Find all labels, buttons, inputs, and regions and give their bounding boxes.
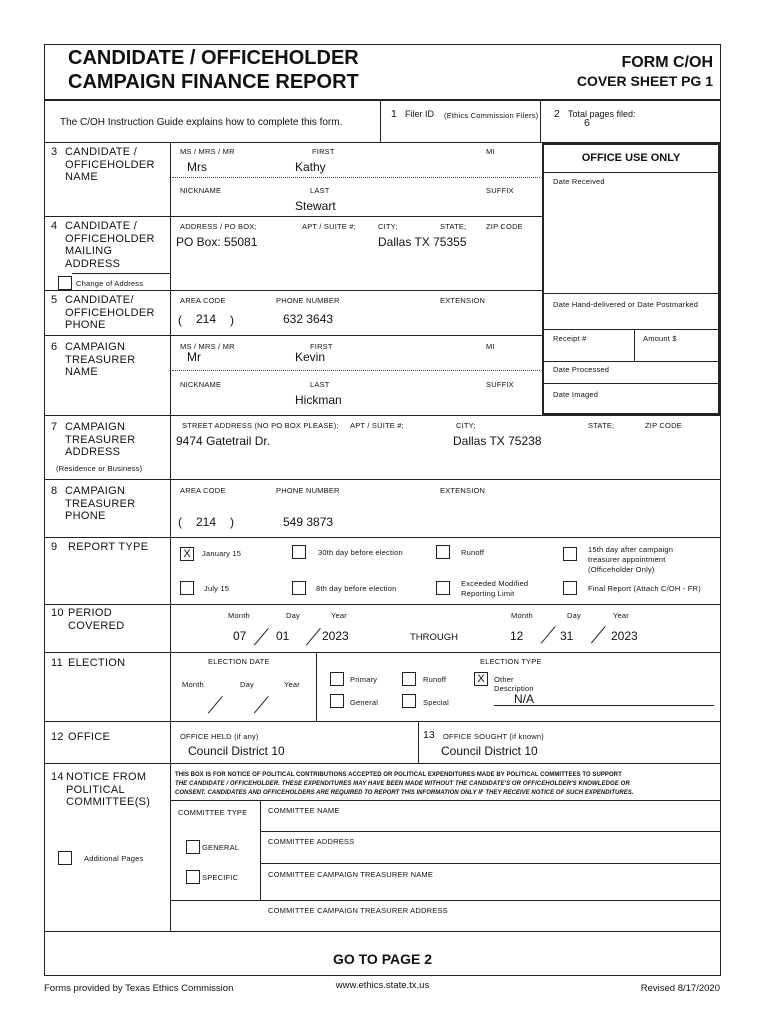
jul15-label: July 15	[204, 584, 230, 593]
additional-pages-checkbox[interactable]	[58, 851, 72, 865]
s13-num: 13	[423, 729, 435, 741]
runoff11-checkbox[interactable]	[402, 672, 416, 686]
s5-phone-value[interactable]: 632 3643	[283, 312, 334, 326]
from-month-label: Month	[228, 611, 250, 620]
from-day-label: Day	[286, 611, 300, 620]
filer-id-sub: (Ethics Commission Filers)	[444, 111, 539, 120]
special-checkbox[interactable]	[402, 694, 416, 708]
form-title-line1: CANDIDATE / OFFICEHOLDER	[68, 47, 359, 69]
committee-treasurer-address-label: COMMITTEE CAMPAIGN TREASURER ADDRESS	[268, 906, 448, 915]
s7-apt-label: APT / SUITE #;	[350, 421, 404, 430]
d8-label: 8th day before election	[316, 584, 397, 593]
s9-num: 9	[51, 541, 58, 553]
committee-treasurer-label: COMMITTEE CAMPAIGN TREASURER NAME	[268, 870, 434, 879]
s5-label: CANDIDATE/ OFFICEHOLDER PHONE	[65, 294, 155, 331]
from-year-label: Year	[331, 611, 347, 620]
s11-num: 11	[51, 657, 64, 669]
s5-num: 5	[51, 294, 58, 306]
final-checkbox[interactable]	[563, 581, 577, 595]
form-title-line2: CAMPAIGN FINANCE REPORT	[68, 71, 359, 93]
office-sought-value[interactable]: Council District 10	[441, 744, 538, 758]
form-code: FORM C/OH	[621, 54, 713, 71]
s3-nick-label: NICKNAME	[180, 186, 222, 195]
s8-num: 8	[51, 485, 58, 497]
s5-ext-label: EXTENSION	[440, 296, 486, 305]
s10-num: 10	[51, 607, 64, 619]
total-pages-num: 2	[554, 108, 560, 120]
s12-label: OFFICE	[68, 731, 111, 743]
specific-committee-checkbox[interactable]	[186, 870, 200, 884]
from-year-value[interactable]: 2023	[322, 629, 349, 643]
committee-name-label: COMMITTEE NAME	[268, 806, 340, 815]
primary-label: Primary	[350, 675, 378, 684]
office-sought-label: OFFICE SOUGHT (if known)	[443, 732, 544, 741]
notice-line2: THE CANDIDATE / OFFICEHOLDER. THESE EXPENDITURES MAY HAVE BEEN MADE WITHOUT THE CANDIDATE'S OR OFFICEHOLDER'S KNOWLEDGE OR	[175, 781, 630, 787]
special-label: Special	[423, 698, 449, 707]
form-page-label: COVER SHEET PG 1	[576, 73, 713, 89]
general-committee-checkbox[interactable]	[186, 840, 200, 854]
total-pages-value[interactable]: 6	[584, 117, 590, 129]
filer-id-label: Filer ID	[405, 109, 434, 119]
s7-label: CAMPAIGN TREASURER ADDRESS	[65, 421, 136, 458]
from-day-value[interactable]: 01	[276, 629, 290, 643]
s6-num: 6	[51, 341, 58, 353]
s3-num: 3	[51, 146, 58, 158]
general-committee-label: GENERAL	[202, 843, 240, 852]
general-checkbox[interactable]	[330, 694, 344, 708]
s4-address-value[interactable]: PO Box: 55081	[176, 235, 258, 249]
s7-state-label: STATE;	[588, 421, 615, 430]
s6-last-label: LAST	[310, 380, 330, 389]
date-hand-label: Date Hand-delivered or Date Postmarked	[553, 300, 699, 309]
s8-label: CAMPAIGN TREASURER PHONE	[65, 485, 136, 522]
s6-first-label: FIRST	[310, 342, 333, 351]
exceeded-checkbox[interactable]	[436, 581, 450, 595]
primary-checkbox[interactable]	[330, 672, 344, 686]
s4-label: CANDIDATE / OFFICEHOLDER MAILING ADDRESS	[65, 220, 155, 270]
election-type-label: ELECTION TYPE	[480, 657, 542, 666]
s11-label: ELECTION	[68, 657, 126, 669]
notice-line3: CONSENT. CANDIDATES AND OFFICEHOLDERS ARE REQUIRED TO REPORT THIS INFORMATION ONLY IF THEY RECEIVE NOTICE OF SUCH EXPENDITURES.	[175, 790, 634, 796]
instruction-text: The C/OH Instruction Guide explains how to complete this form.	[60, 117, 343, 128]
filer-id-num: 1	[391, 108, 397, 120]
footer-revised: Revised 8/17/2020	[640, 983, 720, 994]
s7-city-label: CITY;	[456, 421, 476, 430]
s7-sub: (Residence or Business)	[56, 464, 143, 473]
go-to-page-2: GO TO PAGE 2	[332, 951, 433, 967]
jan15-label: January 15	[202, 549, 242, 558]
s6-mi-label: MI	[486, 342, 495, 351]
s6-last-value[interactable]: Hickman	[295, 393, 342, 407]
s5-paren-open: (	[178, 313, 182, 327]
office-held-value[interactable]: Council District 10	[188, 744, 285, 758]
d30-label: 30th day before election	[318, 548, 403, 557]
d15-checkbox[interactable]	[563, 547, 577, 561]
to-day-value[interactable]: 31	[560, 629, 574, 643]
footer-provided: Forms provided by Texas Ethics Commission	[44, 983, 234, 994]
specific-committee-label: SPECIFIC	[202, 873, 239, 882]
receipt-label: Receipt #	[553, 334, 587, 343]
committee-type-label: COMMITTEE TYPE	[178, 808, 248, 817]
jul15-checkbox[interactable]	[180, 581, 194, 595]
s6-ms-label: MS / MRS / MR	[180, 342, 235, 351]
s4-apt-label: APT / SUITE #;	[302, 222, 356, 231]
s3-ms-label: MS / MRS / MR	[180, 147, 235, 156]
exceeded-label: Exceeded Modified Reporting Limit	[461, 579, 529, 598]
footer-url[interactable]: www.ethics.state.tx.us	[335, 980, 430, 991]
s7-street-label: STREET ADDRESS (NO PO BOX PLEASE);	[182, 421, 339, 430]
s3-last-value[interactable]: Stewart	[295, 199, 336, 213]
filer-id-input[interactable]	[400, 124, 530, 138]
s6-label: CAMPAIGN TREASURER NAME	[65, 341, 136, 378]
date-received-label: Date Received	[553, 177, 605, 186]
final-label: Final Report (Attach C/OH - FR)	[588, 584, 701, 593]
amount-label: Amount $	[643, 334, 677, 343]
s14-label: NOTICE FROM POLITICAL COMMITTEE(S)	[66, 771, 151, 808]
date-processed-label: Date Processed	[553, 365, 610, 374]
s5-area-value[interactable]: 214	[196, 312, 217, 326]
description-value[interactable]: N/A	[514, 692, 535, 706]
s5-paren-close: )	[230, 313, 234, 327]
office-use-title: OFFICE USE ONLY	[581, 152, 681, 164]
total-pages-label: Total pages filed:	[568, 109, 636, 119]
description-label: Description	[494, 684, 534, 693]
to-year-value[interactable]: 2023	[611, 629, 638, 643]
s5-area-label: AREA CODE	[180, 296, 226, 305]
from-month-value[interactable]: 07	[233, 629, 247, 643]
s3-last-label: LAST	[310, 186, 330, 195]
additional-pages-label: Additional Pages	[84, 854, 144, 863]
d15-label: 15th day after campaign treasurer appointment (Officeholder Only)	[588, 545, 674, 574]
election-date-label: ELECTION DATE	[208, 657, 270, 666]
s8-phone-label: PHONE NUMBER	[276, 486, 340, 495]
s3-first-value[interactable]: Kathy	[295, 160, 326, 174]
s7-zip-label: ZIP CODE	[645, 421, 682, 430]
to-month-label: Month	[511, 611, 533, 620]
office-held-label: OFFICE HELD (if any)	[180, 732, 259, 741]
change-address-label: Change of Address	[76, 279, 144, 288]
s3-mi-label: MI	[486, 147, 495, 156]
election-day-label: Day	[240, 680, 254, 689]
general-label: General	[350, 698, 379, 707]
s4-city-label: CITY;	[378, 222, 398, 231]
s4-num: 4	[51, 220, 58, 232]
s8-area-label: AREA CODE	[180, 486, 226, 495]
s4-city-value[interactable]: Dallas TX 75355	[378, 235, 467, 249]
committee-address-label: COMMITTEE ADDRESS	[268, 837, 355, 846]
runoff9-label: Runoff	[461, 548, 485, 557]
change-address-checkbox[interactable]	[58, 276, 72, 290]
s3-first-label: FIRST	[312, 147, 335, 156]
to-day-label: Day	[567, 611, 581, 620]
s6-suffix-label: SUFFIX	[486, 380, 514, 389]
s12-num: 12	[51, 731, 64, 743]
s6-ms-value[interactable]: Mr	[187, 350, 201, 364]
to-year-label: Year	[613, 611, 629, 620]
d30-checkbox[interactable]	[292, 545, 306, 559]
through-label: THROUGH	[410, 632, 459, 643]
s8-paren-close: )	[230, 515, 234, 529]
s7-num: 7	[51, 421, 58, 433]
d8-checkbox[interactable]	[292, 581, 306, 595]
to-month-value[interactable]: 12	[510, 629, 524, 643]
date-imaged-label: Date Imaged	[553, 390, 599, 399]
s7-city-value[interactable]: Dallas TX 75238	[453, 434, 542, 448]
s4-addr-label: ADDRESS / PO BOX;	[180, 222, 257, 231]
s3-suffix-label: SUFFIX	[486, 186, 514, 195]
jan15-checkbox[interactable]: X	[180, 547, 194, 561]
s10-label: PERIOD COVERED	[68, 607, 125, 632]
runoff9-checkbox[interactable]	[436, 545, 450, 559]
s4-state-label: STATE;	[440, 222, 467, 231]
election-month-label: Month	[182, 680, 204, 689]
s9-label: REPORT TYPE	[68, 541, 149, 553]
s6-nick-label: NICKNAME	[180, 380, 222, 389]
s8-ext-label: EXTENSION	[440, 486, 486, 495]
other-label: Other	[494, 675, 514, 684]
s14-num: 14	[51, 771, 64, 783]
s8-phone-value[interactable]: 549 3873	[283, 515, 334, 529]
election-year-label: Year	[284, 680, 300, 689]
s8-paren-open: (	[178, 515, 182, 529]
s6-first-value[interactable]: Kevin	[295, 350, 326, 364]
runoff11-label: Runoff	[423, 675, 447, 684]
s4-zip-label: ZIP CODE	[486, 222, 523, 231]
s8-area-value[interactable]: 214	[196, 515, 217, 529]
s3-ms-value[interactable]: Mrs	[187, 160, 207, 174]
s7-street-value[interactable]: 9474 Gatetrail Dr.	[176, 434, 271, 448]
s5-phone-label: PHONE NUMBER	[276, 296, 340, 305]
s3-label: CANDIDATE / OFFICEHOLDER NAME	[65, 146, 155, 183]
notice-line1: THIS BOX IS FOR NOTICE OF POLITICAL CONTRIBUTIONS ACCEPTED OR POLITICAL EXPENDITURES MADE BY POLITICAL COMMITTEES TO SUPPORT	[175, 772, 622, 778]
other-checkbox[interactable]: X	[474, 672, 488, 686]
